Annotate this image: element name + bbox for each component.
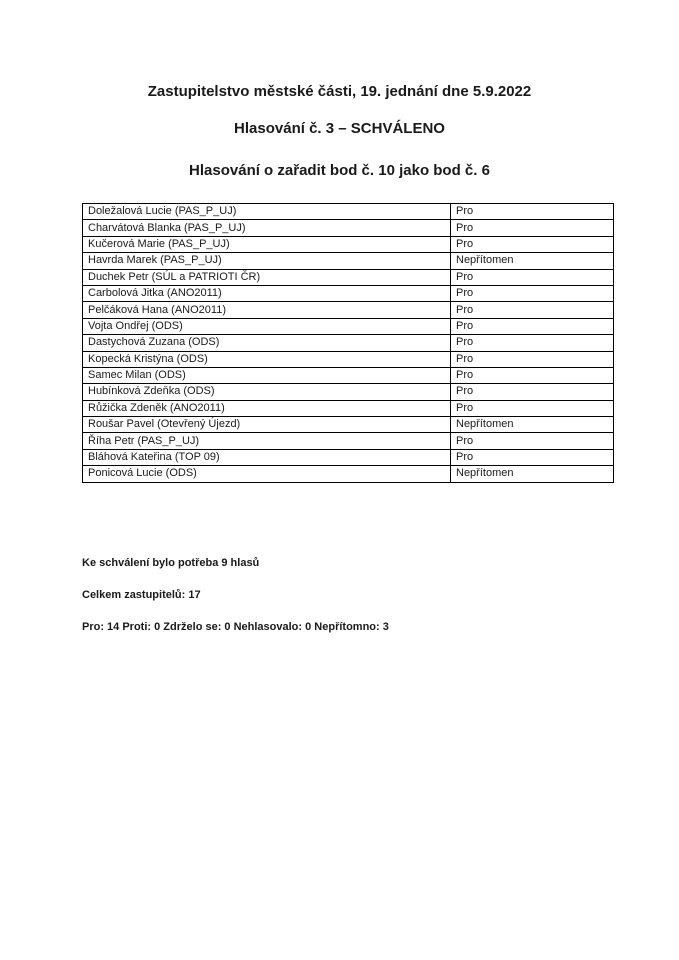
member-name-cell: Charvátová Blanka (PAS_P_UJ) (83, 220, 451, 236)
member-name-cell: Carbolová Jitka (ANO2011) (83, 285, 451, 301)
vote-table-body (83, 204, 614, 483)
vote-cell: Pro (451, 318, 614, 334)
vote-cell: Pro (451, 220, 614, 236)
vote-row (83, 384, 614, 400)
vote-cell: Pro (451, 285, 614, 301)
vote-row (83, 417, 614, 433)
vote-cell: Pro (451, 449, 614, 465)
vote-row (83, 466, 614, 482)
vote-row (83, 335, 614, 351)
meeting-title: Zastupitelstvo městské části, 19. jednání dne 5.9.2022 (147, 83, 532, 100)
member-name-cell: Samec Milan (ODS) (83, 367, 451, 383)
vote-row (83, 433, 614, 449)
vote-cell: Pro (451, 335, 614, 351)
member-name-cell: Roušar Pavel (Otevřený Újezd) (83, 417, 451, 433)
vote-row (83, 400, 614, 416)
member-name-cell: Růžička Zdeněk (ANO2011) (83, 400, 451, 416)
vote-cell: Pro (451, 367, 614, 383)
vote-cell: Nepřítomen (451, 253, 614, 269)
member-name-cell: Hubínková Zdeňka (ODS) (83, 384, 451, 400)
vote-row (83, 220, 614, 236)
member-name-cell: Havrda Marek (PAS_P_UJ) (83, 253, 451, 269)
member-name-cell: Říha Petr (PAS_P_UJ) (83, 433, 451, 449)
vote-results-text: Pro: 14 Proti: 0 Zdrželo se: 0 Nehlasovalo: 0 Nepřítomno: 3 (82, 621, 389, 633)
vote-row (83, 269, 614, 285)
total-members-text: Celkem zastupitelů: 17 (82, 589, 201, 601)
vote-cell: Pro (451, 400, 614, 416)
vote-row (83, 302, 614, 318)
vote-cell: Pro (451, 351, 614, 367)
vote-row (83, 236, 614, 252)
member-name-cell: Kučerová Marie (PAS_P_UJ) (83, 236, 451, 252)
vote-subject-heading: Hlasování o zařadit bod č. 10 jako bod č. 6 (189, 162, 490, 179)
member-name-cell: Ponicová Lucie (ODS) (83, 466, 451, 482)
vote-table (82, 203, 614, 483)
member-name-cell: Kopecká Kristýna (ODS) (83, 351, 451, 367)
vote-cell: Nepřítomen (451, 466, 614, 482)
member-name-cell: Pelčáková Hana (ANO2011) (83, 302, 451, 318)
vote-row (83, 285, 614, 301)
member-name-cell: Duchek Petr (SÚL a PATRIOTI ČR) (83, 269, 451, 285)
vote-row (83, 449, 614, 465)
member-name-cell: Dastychová Zuzana (ODS) (83, 335, 451, 351)
member-name-cell: Vojta Ondřej (ODS) (83, 318, 451, 334)
vote-cell: Pro (451, 204, 614, 220)
vote-cell: Pro (451, 384, 614, 400)
vote-cell: Pro (451, 236, 614, 252)
vote-row (83, 253, 614, 269)
vote-row (83, 367, 614, 383)
vote-cell: Pro (451, 433, 614, 449)
vote-result-subtitle: Hlasování č. 3 – SCHVÁLENO (234, 120, 445, 137)
vote-row (83, 318, 614, 334)
vote-cell: Pro (451, 269, 614, 285)
vote-row (83, 351, 614, 367)
member-name-cell: Doležalová Lucie (PAS_P_UJ) (83, 204, 451, 220)
member-name-cell: Bláhová Kateřina (TOP 09) (83, 449, 451, 465)
vote-cell: Pro (451, 302, 614, 318)
vote-cell: Nepřítomen (451, 417, 614, 433)
required-votes-text: Ke schválení bylo potřeba 9 hlasů (82, 557, 260, 569)
vote-row (83, 204, 614, 220)
